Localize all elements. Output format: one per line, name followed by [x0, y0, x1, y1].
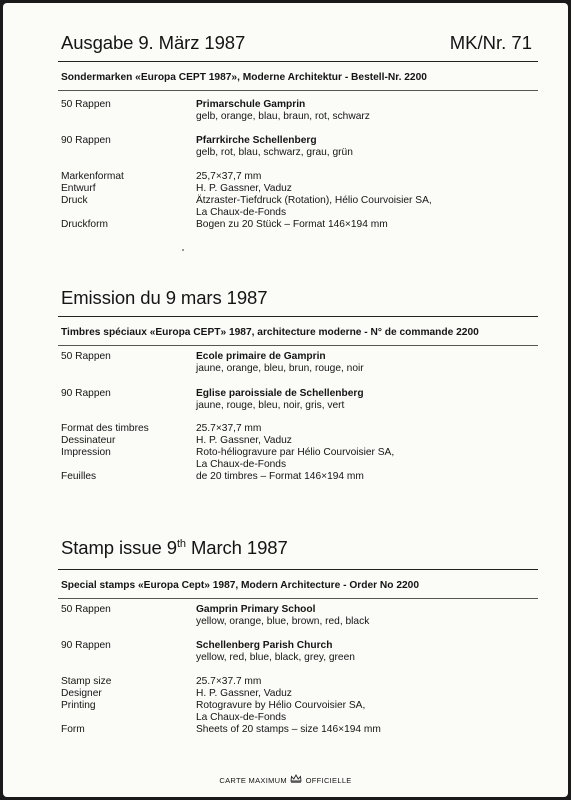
spec-value: 25.7×37,7 mm — [196, 423, 262, 434]
spec-value: Sheets of 20 stamps – size 146×194 mm — [196, 724, 381, 735]
french-stamp-value: 50 Rappen — [61, 351, 111, 362]
spec-label: Druck — [61, 195, 88, 206]
spec-row — [61, 676, 381, 688]
english-stamp-2-colors: yellow, red, blue, black, grey, green — [196, 652, 355, 663]
spec-value: H. P. Gassner, Vaduz — [196, 688, 292, 699]
french-stamp-2-name: Eglise paroissiale de Schellenberg — [196, 388, 364, 399]
german-heading: Sondermarken «Europa CEPT 1987», Moderne Architektur - Bestell-Nr. 2200 — [61, 72, 427, 83]
english-specs — [61, 676, 381, 736]
german-stamp-2-name: Pfarrkirche Schellenberg — [196, 135, 317, 146]
spec-label: Designer — [61, 688, 102, 699]
english-title-ordinal: th — [176, 537, 186, 550]
spec-value: Ätzraster-Tiefdruck (Rotation), Hélio Courvoisier SA, — [196, 195, 432, 206]
french-title-divider — [58, 316, 538, 317]
french-specs — [61, 423, 394, 483]
german-stamp-2-colors: gelb, rot, blau, schwarz, grau, grün — [196, 147, 353, 158]
spec-value: 25,7×37,7 mm — [196, 171, 262, 182]
spec-label: Format des timbres — [61, 423, 149, 434]
spec-label: Dessinateur — [61, 435, 116, 446]
german-stamp-value: 90 Rappen — [61, 135, 111, 146]
english-stamp-1 — [196, 604, 369, 628]
german-stamp-2 — [196, 135, 353, 159]
french-stamp-2 — [196, 388, 364, 412]
french-stamp-value: 90 Rappen — [61, 388, 111, 399]
english-stamp-2-name: Schellenberg Parish Church — [196, 640, 333, 651]
english-stamp-1-colors: yellow, orange, blue, brown, red, black — [196, 616, 370, 627]
french-heading-divider — [58, 345, 538, 346]
spec-value: La Chaux-de-Fonds — [196, 459, 287, 470]
english-title — [61, 537, 288, 559]
spec-row — [61, 195, 432, 207]
spec-row — [61, 700, 381, 712]
spec-row — [61, 459, 394, 471]
spec-value: La Chaux-de-Fonds — [196, 207, 287, 218]
spec-label: Markenformat — [61, 171, 124, 182]
spec-row — [61, 435, 394, 447]
spec-row — [61, 471, 394, 483]
spec-label: Impression — [61, 447, 111, 458]
english-title-text: Stamp issue 9 — [61, 537, 177, 558]
german-stamp-1 — [196, 99, 370, 123]
german-specs — [61, 171, 432, 231]
english-heading-divider — [58, 598, 538, 599]
print-speck — [182, 249, 184, 251]
crown-icon — [290, 774, 302, 785]
spec-value: H. P. Gassner, Vaduz — [196, 183, 292, 194]
french-stamp-2-colors: jaune, rouge, bleu, noir, gris, vert — [196, 400, 345, 411]
spec-value: Roto-héliogravure par Hélio Courvoisier SA, — [196, 447, 395, 458]
english-heading: Special stamps «Europa Cept» 1987, Modern Architecture - Order No 2200 — [61, 580, 420, 591]
reference-number: MK/Nr. 71 — [449, 32, 532, 53]
spec-value: Bogen zu 20 Stück – Format 146×194 mm — [196, 219, 388, 230]
french-stamp-1 — [196, 351, 364, 375]
spec-row — [61, 183, 432, 195]
spec-label: Form — [61, 724, 85, 735]
stamp-info-card — [3, 3, 568, 797]
spec-row — [61, 712, 381, 724]
spec-label — [61, 207, 196, 219]
spec-label: Druckform — [61, 219, 108, 230]
footer-left-text: CARTE MAXIMUM — [219, 776, 287, 785]
spec-row — [61, 688, 381, 700]
spec-label: Stamp size — [61, 676, 112, 687]
spec-label — [61, 459, 196, 471]
german-stamp-value: 50 Rappen — [61, 99, 111, 110]
spec-row — [61, 724, 381, 736]
english-title-divider — [58, 569, 538, 570]
spec-label — [61, 712, 196, 724]
spec-label: Printing — [61, 700, 96, 711]
french-heading: Timbres spéciaux «Europa CEPT» 1987, architecture moderne - N° de commande 2200 — [61, 327, 479, 338]
footer-right-text: OFFICIELLE — [305, 776, 352, 785]
spec-value: Rotogravure by Hélio Courvoisier SA, — [196, 700, 366, 711]
german-title-divider — [58, 61, 538, 62]
french-title: Emission du 9 mars 1987 — [61, 287, 268, 308]
spec-label: Feuilles — [61, 471, 97, 482]
english-stamp-1-name: Gamprin Primary School — [196, 604, 316, 615]
spec-value: de 20 timbres – Format 146×194 mm — [196, 471, 364, 482]
german-title: Ausgabe 9. März 1987 — [61, 32, 246, 53]
english-stamp-value: 50 Rappen — [61, 604, 111, 615]
spec-value: H. P. Gassner, Vaduz — [196, 435, 292, 446]
german-heading-divider — [58, 90, 538, 91]
footer — [3, 774, 568, 785]
french-stamp-1-colors: jaune, orange, bleu, brun, rouge, noir — [196, 363, 364, 374]
spec-row — [61, 219, 432, 231]
spec-value: La Chaux-de-Fonds — [196, 712, 287, 723]
spec-row — [61, 423, 394, 435]
german-stamp-1-name: Primarschule Gamprin — [196, 99, 306, 110]
english-stamp-2 — [196, 640, 355, 664]
spec-row — [61, 171, 432, 183]
english-title-text-end: March 1987 — [185, 537, 288, 558]
spec-label: Entwurf — [61, 183, 96, 194]
french-stamp-1-name: Ecole primaire de Gamprin — [196, 351, 326, 362]
german-stamp-1-colors: gelb, orange, blau, braun, rot, schwarz — [196, 111, 370, 122]
spec-row — [61, 207, 432, 219]
spec-value: 25.7×37.7 mm — [196, 676, 262, 687]
spec-row — [61, 447, 394, 459]
english-stamp-value: 90 Rappen — [61, 640, 111, 651]
